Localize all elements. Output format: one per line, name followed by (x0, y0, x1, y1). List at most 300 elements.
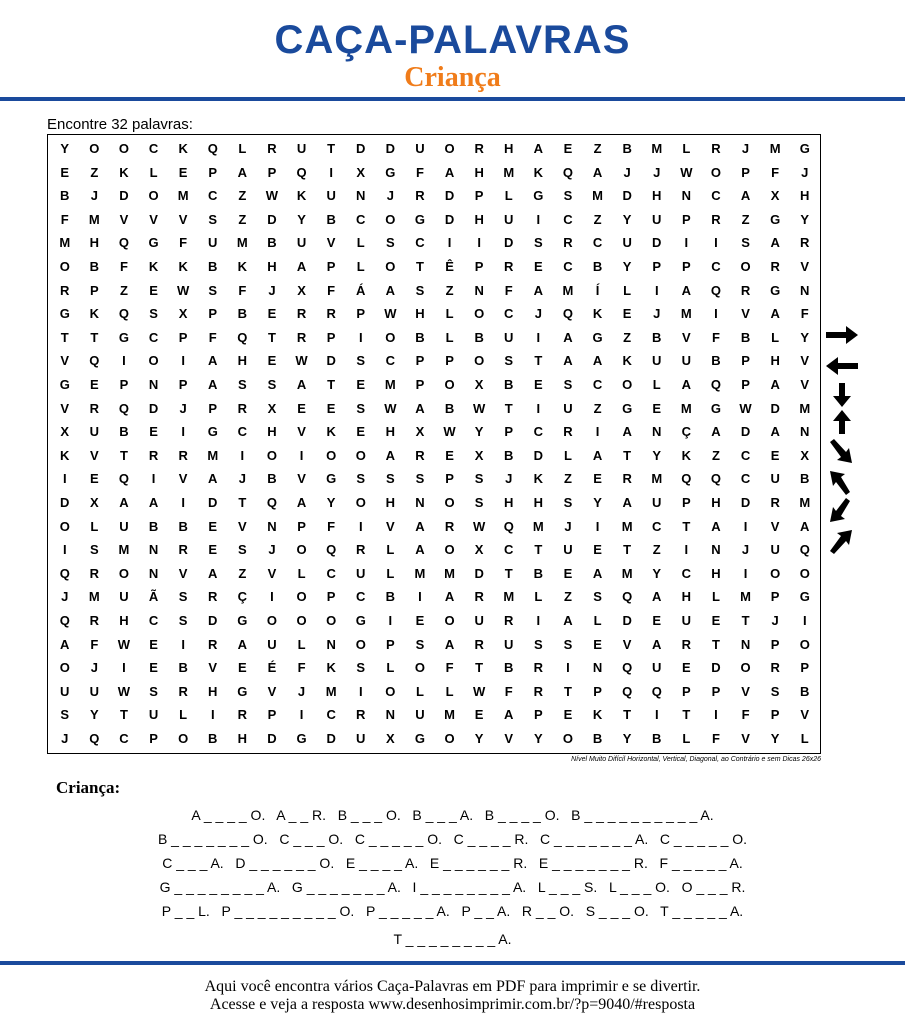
grid-cell: S (267, 377, 277, 392)
grid-cell: S (60, 707, 70, 723)
grid-cell: T (504, 400, 513, 416)
grid-cell: V (267, 565, 277, 581)
grid-cell: L (415, 683, 424, 699)
grid-cell: W (473, 518, 486, 534)
grid-cell: S (386, 235, 395, 251)
grid-cell: S (415, 636, 425, 652)
grid-cell: J (268, 542, 276, 558)
grid-cell: G (385, 164, 396, 180)
grid-cell: G (622, 400, 633, 416)
grid-cell: H (800, 188, 810, 204)
grid-cell: S (238, 377, 247, 392)
grid-row (48, 491, 820, 514)
grid-cell: K (148, 259, 159, 274)
grid-cell: Z (593, 211, 602, 227)
grid-cell: D (622, 613, 632, 628)
grid-cell: X (90, 495, 99, 510)
grid-row (48, 538, 820, 561)
grid-cell: M (680, 400, 692, 416)
grid-cell: C (148, 141, 159, 156)
grid-cell: Q (799, 542, 810, 558)
grid-cell: H (770, 353, 780, 369)
grid-cell: V (770, 518, 780, 534)
grid-cell: A (681, 377, 692, 392)
grid-cell: P (326, 259, 336, 274)
grid-cell: F (771, 164, 780, 180)
grid-cell: Q (118, 235, 129, 251)
grid-cell: R (563, 424, 573, 440)
grid-cell: A (237, 636, 248, 652)
grid-cell: B (533, 565, 544, 581)
grid-cell: T (267, 329, 276, 345)
grid-cell: I (714, 235, 718, 251)
grid-cell: E (652, 400, 662, 416)
grid-cell: P (445, 353, 454, 369)
grid-cell: L (682, 731, 691, 746)
grid-cell: R (504, 259, 514, 274)
grid-cell: F (297, 660, 306, 676)
grid-cell: F (504, 282, 513, 298)
grid-cell: Z (652, 542, 661, 558)
grid-cell: J (268, 282, 276, 298)
grid-cell: V (741, 683, 750, 699)
grid-cell: W (443, 424, 456, 440)
grid-cell: U (326, 188, 336, 204)
grid-cell: R (474, 141, 484, 156)
grid-cell: S (563, 495, 573, 510)
grid-cell: C (504, 306, 514, 322)
clue-heading: Criança: (56, 778, 121, 797)
grid-cell: A (592, 447, 603, 463)
grid-cell: R (208, 636, 218, 652)
grid-cell: H (711, 495, 721, 510)
grid-cell: H (533, 495, 544, 510)
grid-cell: J (297, 683, 306, 699)
grid-cell: C (208, 188, 218, 204)
grid-cell: X (297, 282, 306, 298)
grid-cell: P (682, 211, 691, 227)
grid-cell: P (593, 683, 602, 699)
grid-cell: I (358, 683, 363, 699)
grid-cell: Y (474, 731, 484, 746)
grid-cell: K (178, 141, 188, 156)
grid-cell: I (358, 518, 363, 534)
grid-cell: H (237, 353, 248, 369)
grid-cell: X (474, 447, 484, 463)
grid-cell: F (415, 164, 424, 180)
grid-cell: P (474, 188, 484, 204)
grid-cell: A (740, 188, 751, 204)
grid-cell: D (444, 188, 455, 204)
grid-cell: M (532, 518, 544, 534)
grid-cell: S (415, 282, 425, 298)
grid-cell: Y (622, 259, 632, 274)
grid-cell: L (297, 565, 306, 581)
grid-cell: W (295, 353, 308, 369)
grid-cell: B (385, 589, 396, 605)
grid-cell: O (355, 447, 366, 463)
grid-cell: I (714, 707, 718, 723)
grid-cell: R (178, 683, 188, 699)
grid-cell: L (386, 660, 395, 676)
grid-cell: I (358, 329, 363, 345)
grid-cell: D (504, 235, 514, 251)
grid-cell: O (622, 377, 633, 392)
grid-cell: M (503, 589, 515, 605)
grid-cell: H (474, 164, 484, 180)
grid-cell: L (593, 613, 602, 628)
grid-cell: S (386, 471, 395, 487)
grid-cell: R (711, 141, 721, 156)
grid-cell: U (415, 707, 425, 723)
grid-cell: U (652, 211, 662, 227)
grid-cell: D (652, 235, 662, 251)
grid-cell: O (385, 259, 396, 274)
grid-cell: E (682, 660, 691, 676)
grid-cell: O (710, 164, 721, 180)
grid-cell: D (326, 731, 336, 746)
grid-row (48, 302, 820, 325)
grid-cell: L (90, 518, 99, 534)
grid-cell: I (329, 164, 333, 180)
grid-cell: G (148, 235, 159, 251)
grid-cell: L (445, 683, 454, 699)
grid-cell: I (802, 613, 807, 628)
grid-cell: P (326, 589, 336, 605)
grid-row (48, 633, 820, 656)
grid-cell: E (770, 447, 780, 463)
grid-cell: P (149, 731, 158, 746)
grid-cell: G (799, 589, 810, 605)
grid-cell: X (800, 447, 810, 463)
grid-cell: E (90, 377, 99, 392)
grid-cell: M (651, 471, 663, 487)
grid-cell: E (534, 377, 543, 392)
grid-cell: O (118, 141, 129, 156)
grid-cell: I (566, 660, 570, 676)
grid-cell: T (534, 353, 543, 369)
grid-cell: R (622, 471, 632, 487)
grid-cell: B (267, 235, 277, 251)
grid-cell: A (444, 636, 455, 652)
grid-cell: P (504, 424, 514, 440)
grid-cell: A (652, 636, 662, 652)
grid-cell: B (208, 731, 218, 746)
grid-cell: D (385, 141, 396, 156)
grid-cell: Z (593, 400, 602, 416)
grid-cell: X (770, 188, 780, 204)
grid-cell: Z (238, 188, 247, 204)
grid-cell: X (356, 164, 366, 180)
grid-cell: P (682, 259, 691, 274)
grid-cell: F (90, 636, 99, 652)
grid-cell: H (208, 683, 218, 699)
grid-cell: R (237, 707, 248, 723)
arrow-down-right-icon (822, 439, 862, 465)
grid-cell: O (444, 377, 455, 392)
grid-cell: X (415, 424, 425, 440)
grid-cell: A (770, 235, 780, 251)
grid-cell: E (149, 636, 158, 652)
instruction-text: Encontre 32 palavras: (47, 116, 193, 133)
grid-cell: S (415, 471, 425, 487)
grid-cell: V (297, 424, 306, 440)
grid-cell: P (208, 306, 218, 322)
clue-line-6: T _ _ _ _ _ _ _ _ A. (393, 931, 512, 947)
grid-cell: A (711, 424, 721, 440)
grid-cell: I (299, 707, 304, 723)
grid-cell: I (270, 589, 274, 605)
grid-cell: R (356, 707, 366, 723)
grid-cell: P (445, 471, 454, 487)
grid-cell: K (533, 471, 544, 487)
grid-cell: N (740, 636, 751, 652)
grid-cell: V (386, 518, 395, 534)
grid-cell: J (653, 164, 661, 180)
top-divider (0, 97, 905, 101)
clue-line-3: C _ _ _ A. D _ _ _ _ _ _ O. E _ _ _ _ A. E _ _ _ _ _ _ R. E _ _ _ _ _ _ _ R. F _ _ _ _ _ A. (162, 855, 743, 871)
grid-cell: N (326, 636, 336, 652)
grid-cell: S (90, 542, 99, 558)
grid-cell: I (122, 353, 126, 369)
grid-cell: S (534, 636, 543, 652)
grid-cell: K (592, 707, 603, 723)
grid-cell: M (444, 565, 455, 581)
grid-cell: M (118, 542, 130, 558)
grid-cell: Q (622, 589, 633, 605)
grid-cell: B (148, 518, 159, 534)
grid-cell: X (474, 377, 484, 392)
grid-cell: S (356, 660, 366, 676)
grid-cell: O (355, 636, 366, 652)
grid-cell: A (652, 589, 662, 605)
grid-cell: U (652, 495, 662, 510)
grid-cell: B (622, 141, 632, 156)
grid-cell: B (415, 329, 425, 345)
grid-cell: T (623, 447, 632, 463)
grid-cell: L (297, 636, 306, 652)
grid-cell: É (267, 660, 277, 676)
grid-cell: G (799, 141, 810, 156)
grid-cell: V (238, 518, 247, 534)
grid-cell: J (741, 542, 750, 558)
grid-cell: I (151, 471, 156, 487)
grid-cell: B (592, 731, 603, 746)
grid-cell: O (148, 353, 159, 369)
arrow-left-icon (822, 353, 862, 379)
grid-cell: R (681, 636, 692, 652)
grid-cell: P (208, 400, 218, 416)
grid-cell: F (327, 282, 336, 298)
grid-cell: I (181, 353, 185, 369)
grid-cell: C (740, 471, 751, 487)
grid-cell: G (414, 211, 425, 227)
grid-cell: O (444, 495, 455, 510)
grid-cell: V (800, 353, 810, 369)
page-subtitle: Criança (404, 62, 501, 93)
grid-cell: Q (89, 731, 100, 746)
grid-cell: Á (356, 282, 366, 298)
grid-cell: M (740, 589, 751, 605)
grid-cell: R (326, 306, 336, 322)
grid-cell: Y (297, 211, 306, 227)
grid-cell: R (89, 400, 100, 416)
grid-row (48, 562, 820, 585)
grid-cell: S (356, 353, 366, 369)
grid-cell: W (177, 282, 190, 298)
grid-cell: B (237, 306, 248, 322)
grid-cell: F (711, 329, 720, 345)
grid-cell: M (562, 282, 574, 298)
grid-cell: R (356, 542, 366, 558)
grid-cell: B (474, 329, 484, 345)
grid-row (48, 444, 820, 467)
grid-cell: B (504, 447, 514, 463)
grid-cell: M (177, 188, 189, 204)
grid-cell: O (326, 613, 337, 628)
grid-cell: A (592, 565, 603, 581)
grid-row (48, 703, 820, 726)
grid-cell: R (770, 495, 780, 510)
grid-cell: W (384, 306, 397, 322)
grid-cell: S (238, 542, 247, 558)
grid-cell: L (445, 329, 454, 345)
grid-cell: E (267, 306, 277, 322)
grid-cell: I (684, 235, 689, 251)
grid-cell: I (654, 282, 659, 298)
grid-cell: O (178, 731, 189, 746)
arrow-right-icon (822, 322, 862, 348)
grid-cell: K (60, 447, 70, 463)
grid-cell: Z (563, 471, 572, 487)
grid-cell: O (266, 613, 277, 628)
grid-cell: P (297, 518, 306, 534)
grid-cell: C (415, 235, 425, 251)
grid-cell: F (800, 306, 809, 322)
grid-cell: V (682, 329, 691, 345)
grid-cell: R (178, 447, 188, 463)
grid-cell: C (592, 235, 603, 251)
grid-cell: V (119, 211, 129, 227)
grid-cell: J (238, 471, 246, 487)
grid-cell: M (651, 141, 663, 156)
grid-cell: T (119, 447, 128, 463)
grid-cell: V (800, 259, 810, 274)
grid-cell: J (534, 306, 542, 322)
grid-cell: I (181, 636, 185, 652)
grid-cell: J (653, 306, 661, 322)
grid-cell: E (563, 565, 573, 581)
grid-cell: F (741, 707, 750, 723)
grid-cell: Ç (237, 589, 248, 605)
arrow-up-icon (822, 409, 862, 435)
grid-cell: B (178, 518, 188, 534)
grid-cell: Ê (445, 259, 454, 274)
grid-cell: E (593, 636, 602, 652)
grid-cell: U (474, 613, 484, 628)
grid-cell: C (533, 424, 544, 440)
grid-cell: G (207, 424, 218, 440)
grid-cell: S (178, 613, 188, 628)
grid-cell: J (801, 164, 809, 180)
grid-cell: H (504, 495, 514, 510)
grid-cell: Y (622, 731, 632, 746)
grid-cell: Z (238, 211, 247, 227)
grid-cell: P (652, 259, 662, 274)
grid-cell: I (714, 306, 718, 322)
grid-cell: X (474, 542, 484, 558)
grid-cell: P (770, 589, 780, 605)
grid-cell: R (267, 141, 277, 156)
grid-cell: J (61, 731, 69, 746)
grid-cell: P (208, 164, 218, 180)
grid-cell: N (148, 542, 159, 558)
grid-row (48, 680, 820, 703)
grid-cell: T (90, 329, 99, 345)
grid-cell: T (60, 329, 69, 345)
grid-cell: O (562, 731, 573, 746)
grid-cell: U (415, 141, 425, 156)
grid-cell: P (770, 707, 780, 723)
grid-cell: E (267, 353, 277, 369)
grid-cell: P (741, 164, 750, 180)
grid-cell: V (60, 353, 70, 369)
grid-cell: V (297, 471, 306, 487)
grid-cell: R (474, 636, 484, 652)
grid-cell: O (89, 141, 100, 156)
grid-cell: H (711, 565, 721, 581)
grid-cell: I (654, 707, 659, 723)
grid-cell: D (770, 400, 780, 416)
grid-cell: K (326, 424, 336, 440)
grid-cell: V (178, 471, 188, 487)
grid-cell: K (119, 164, 129, 180)
grid-cell: L (386, 542, 395, 558)
grid-cell: I (122, 660, 126, 676)
grid-cell: Q (622, 660, 633, 676)
grid-cell: M (503, 164, 515, 180)
grid-cell: T (238, 495, 247, 510)
grid-cell: F (60, 211, 69, 227)
clue-line-1: A _ _ _ _ O. A _ _ R. B _ _ _ O. B _ _ _ A. B _ _ _ _ O. B _ _ _ _ _ _ _ _ _ _ A. (191, 807, 714, 823)
grid-cell: U (208, 235, 218, 251)
grid-cell: I (210, 707, 215, 723)
grid-cell: O (444, 731, 455, 746)
grid-cell: W (384, 400, 397, 416)
grid-cell: U (652, 353, 662, 369)
grid-cell: O (444, 613, 455, 628)
grid-cell: V (90, 447, 99, 463)
grid-row (48, 161, 820, 184)
grid-cell: E (474, 707, 484, 723)
grid-cell: C (119, 731, 129, 746)
grid-cell: F (445, 660, 454, 676)
grid-cell: U (267, 636, 277, 652)
grid-cell: U (119, 518, 129, 534)
grid-cell: A (385, 447, 396, 463)
grid-cell: Z (238, 565, 247, 581)
grid-cell: V (178, 211, 188, 227)
grid-cell: W (680, 164, 693, 180)
grid-cell: M (799, 400, 811, 416)
grid-cell: D (474, 565, 484, 581)
grid-cell: I (743, 565, 748, 581)
grid-cell: M (414, 565, 426, 581)
grid-cell: M (799, 495, 811, 510)
grid-cell: A (770, 424, 780, 440)
grid-row (48, 609, 820, 632)
grid-cell: A (296, 377, 307, 392)
